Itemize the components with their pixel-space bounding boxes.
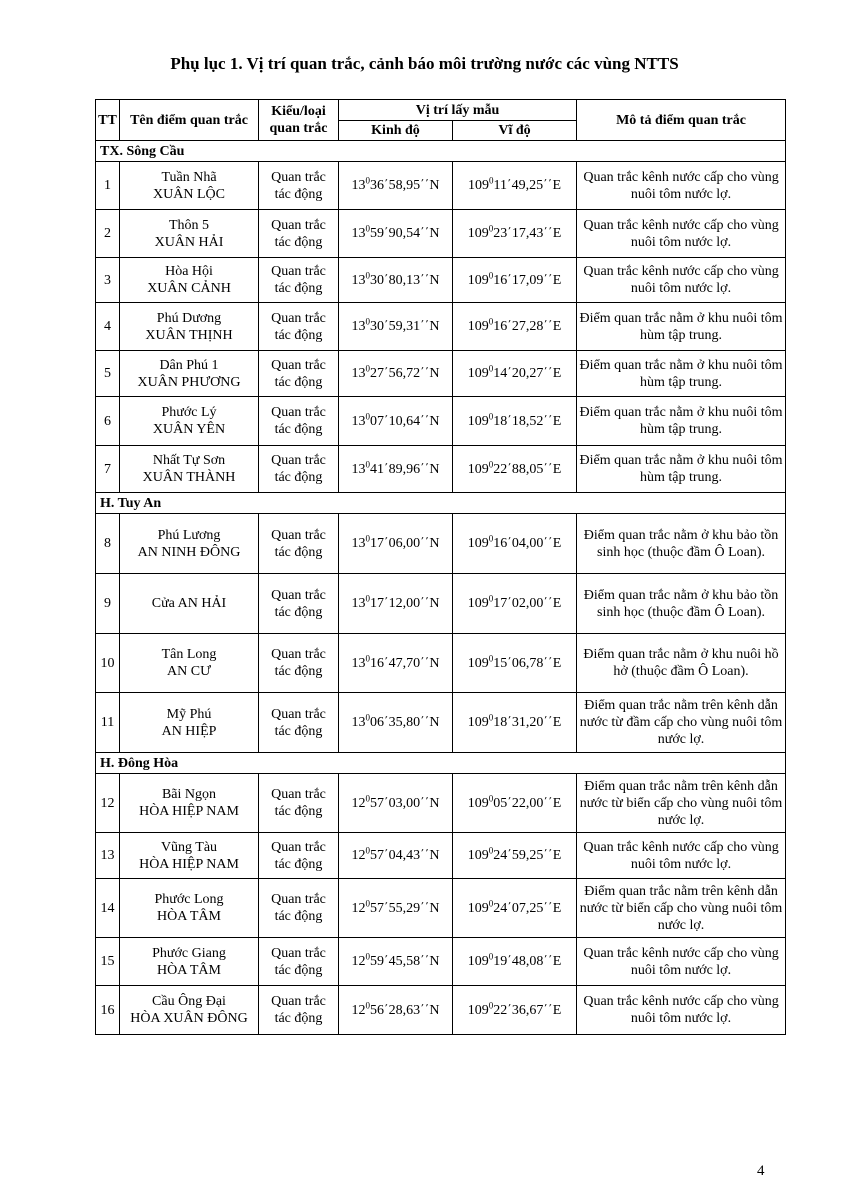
longitude-degrees: 13 bbox=[351, 655, 366, 671]
longitude-degrees: 12 bbox=[351, 848, 366, 863]
longitude-minutes-seconds: 57΄55,29΄΄N bbox=[369, 900, 440, 916]
monitoring-type-line1: Quan trắc bbox=[271, 527, 326, 543]
group-name: H. Tuy An bbox=[96, 493, 786, 514]
longitude-minutes-seconds: 56΄28,63΄΄N bbox=[369, 1002, 440, 1018]
station-name bbox=[120, 397, 259, 446]
table-row bbox=[96, 986, 786, 1035]
row-number-text: 5 bbox=[104, 366, 111, 381]
longitude: $13^016΄47,70΄΄N$ bbox=[339, 634, 453, 693]
monitoring-type bbox=[259, 879, 339, 938]
station-name-line1: Cửa AN HẢI bbox=[151, 596, 227, 611]
station-name-line2: XUÂN THÀNH bbox=[142, 470, 236, 485]
longitude: $12^057΄04,43΄΄N$ bbox=[339, 833, 453, 879]
latitude-degrees: 109 bbox=[467, 319, 489, 334]
row-number-text: 2 bbox=[104, 226, 111, 241]
table-row bbox=[96, 938, 786, 986]
longitude-minutes-seconds: 30΄59,31΄΄N bbox=[369, 319, 440, 334]
station-description bbox=[577, 833, 786, 879]
longitude: $13^006΄35,80΄΄N$ bbox=[339, 693, 453, 753]
latitude-minutes-seconds: 11΄49,25΄΄E bbox=[493, 178, 562, 193]
row-number bbox=[96, 397, 120, 446]
table-row bbox=[96, 574, 786, 634]
group-row bbox=[96, 753, 786, 774]
longitude-degrees: 12 bbox=[351, 795, 366, 811]
monitoring-type bbox=[259, 833, 339, 879]
monitoring-type-line1: Quan trắc bbox=[271, 839, 326, 855]
longitude-minutes-seconds: 17΄12,00΄΄N bbox=[369, 596, 440, 611]
row-number bbox=[96, 514, 120, 574]
latitude-degrees: 109 bbox=[467, 178, 489, 193]
station-name bbox=[120, 833, 259, 879]
row-number-text: 1 bbox=[104, 178, 111, 193]
monitoring-type bbox=[259, 162, 339, 210]
latitude-minutes-seconds: 16΄04,00΄΄E bbox=[493, 536, 562, 551]
longitude-minutes-seconds: 57΄03,00΄΄N bbox=[369, 795, 440, 811]
latitude: $109^024΄59,25΄΄E$ bbox=[453, 833, 577, 879]
monitoring-type bbox=[259, 258, 339, 303]
station-name bbox=[120, 938, 259, 986]
monitoring-type bbox=[259, 986, 339, 1035]
station-name bbox=[120, 351, 259, 397]
monitoring-type bbox=[259, 210, 339, 258]
row-number bbox=[96, 162, 120, 210]
station-description-text: Quan trắc kênh nước cấp cho vùng nuôi tôm nước lợ. bbox=[583, 945, 779, 978]
monitoring-type bbox=[259, 774, 339, 833]
station-description-text: Điểm quan trắc nằm ở khu nuôi tôm hùm tập trung. bbox=[579, 310, 783, 343]
row-number-text: 11 bbox=[100, 715, 115, 730]
station-name bbox=[120, 303, 259, 351]
station-name-line1: Dân Phú 1 bbox=[159, 357, 219, 373]
latitude: $109^017΄02,00΄΄E$ bbox=[453, 574, 577, 634]
row-number bbox=[96, 351, 120, 397]
monitoring-type bbox=[259, 397, 339, 446]
monitoring-type-line1: Quan trắc bbox=[271, 647, 326, 662]
station-description bbox=[577, 303, 786, 351]
longitude-degrees: 13 bbox=[351, 715, 366, 730]
station-name-line1: Phú Dương bbox=[156, 310, 222, 326]
longitude-degrees: 13 bbox=[351, 536, 366, 551]
station-name-line1: Phước Lý bbox=[161, 405, 217, 420]
monitoring-type-line1: Quan trắc bbox=[271, 169, 326, 185]
station-description-text: Quan trắc kênh nước cấp cho vùng nuôi tôm nước lợ. bbox=[583, 994, 779, 1026]
group-row bbox=[96, 141, 786, 162]
station-name-line1: Mỹ Phú bbox=[166, 706, 212, 722]
table-row bbox=[96, 446, 786, 493]
station-name-line1: Tân Long bbox=[161, 647, 217, 662]
latitude: $109^016΄17,09΄΄E$ bbox=[453, 258, 577, 303]
table-row bbox=[96, 303, 786, 351]
row-number-text: 16 bbox=[100, 1002, 115, 1018]
station-name bbox=[120, 574, 259, 634]
monitoring-type-line2: tác động bbox=[274, 281, 323, 296]
monitoring-table bbox=[95, 99, 786, 1035]
station-description bbox=[577, 774, 786, 833]
longitude-degrees: 12 bbox=[351, 900, 366, 916]
station-name bbox=[120, 693, 259, 753]
monitoring-type-line2: tác động bbox=[274, 186, 323, 202]
monitoring-type-line1: Quan trắc bbox=[271, 892, 326, 907]
station-description bbox=[577, 634, 786, 693]
station-name bbox=[120, 879, 259, 938]
monitoring-type-line1: Quan trắc bbox=[271, 945, 326, 961]
longitude: $13^030΄59,31΄΄N$ bbox=[339, 303, 453, 351]
group-row bbox=[96, 493, 786, 514]
latitude-minutes-seconds: 24΄59,25΄΄E bbox=[493, 848, 562, 863]
station-name bbox=[120, 514, 259, 574]
longitude: $12^056΄28,63΄΄N$ bbox=[339, 986, 453, 1035]
station-description-text: Điểm quan trắc nằm trên kênh dẫn nước từ biển cấp cho vùng nuôi tôm nước lợ. bbox=[579, 883, 783, 933]
longitude-degrees: 13 bbox=[351, 319, 366, 334]
station-description-text: Điểm quan trắc nằm ở khu nuôi tôm hùm tập trung. bbox=[579, 453, 783, 485]
monitoring-type-line2: tác động bbox=[274, 604, 323, 620]
station-name bbox=[120, 634, 259, 693]
station-name-line2: AN NINH ĐÔNG bbox=[137, 544, 241, 560]
monitoring-type-line2: tác động bbox=[274, 422, 323, 437]
latitude-degrees: 109 bbox=[467, 1002, 489, 1018]
latitude-degrees: 109 bbox=[467, 954, 489, 969]
station-name-line2: HÒA XUÂN ĐÔNG bbox=[130, 1011, 248, 1026]
row-number bbox=[96, 986, 120, 1035]
latitude-minutes-seconds: 16΄17,09΄΄E bbox=[493, 272, 562, 288]
table-body bbox=[96, 141, 786, 1035]
longitude-degrees: 13 bbox=[351, 596, 366, 611]
longitude-degrees: 12 bbox=[351, 954, 366, 969]
monitoring-type-line2: tác động bbox=[274, 327, 323, 343]
latitude-degrees: 109 bbox=[467, 655, 489, 671]
table-row bbox=[96, 774, 786, 833]
table-row bbox=[96, 514, 786, 574]
station-description bbox=[577, 210, 786, 258]
station-name-line1: Nhất Tự Sơn bbox=[152, 453, 226, 468]
longitude-minutes-seconds: 06΄35,80΄΄N bbox=[369, 715, 440, 730]
station-description-text: Điểm quan trắc nằm ở khu bảo tồn sinh học (thuộc đầm Ô Loan). bbox=[583, 587, 779, 620]
longitude-degrees: 13 bbox=[351, 413, 366, 429]
station-name-line1: Hòa Hội bbox=[165, 264, 213, 279]
longitude: $13^036΄58,95΄΄N$ bbox=[339, 162, 453, 210]
station-description-text: Điểm quan trắc nằm ở khu bảo tồn sinh học (thuộc đầm Ô Loan). bbox=[583, 527, 779, 560]
station-description-text: Điểm quan trắc nằm ở khu nuôi tôm hùm tập trung. bbox=[579, 357, 783, 390]
latitude: $109^023΄17,43΄΄E$ bbox=[453, 210, 577, 258]
station-description bbox=[577, 514, 786, 574]
row-number bbox=[96, 446, 120, 493]
station-name-line1: Tuần Nhã bbox=[161, 169, 217, 185]
row-number-text: 8 bbox=[104, 536, 111, 551]
header-longitude: Kinh độ bbox=[339, 121, 453, 141]
monitoring-type-line2: tác động bbox=[274, 723, 323, 739]
longitude: $13^030΄80,13΄΄N$ bbox=[339, 258, 453, 303]
monitoring-type-line1: Quan trắc bbox=[271, 310, 326, 326]
station-name-line1: Thôn 5 bbox=[168, 217, 210, 233]
latitude-minutes-seconds: 19΄48,08΄΄E bbox=[493, 954, 562, 969]
longitude-degrees: 13 bbox=[351, 226, 366, 241]
longitude-minutes-seconds: 16΄47,70΄΄N bbox=[369, 655, 440, 671]
station-description bbox=[577, 397, 786, 446]
latitude-minutes-seconds: 23΄17,43΄΄E bbox=[493, 226, 562, 241]
row-number-text: 6 bbox=[104, 413, 111, 429]
station-name-line1: Cầu Ông Đại bbox=[152, 994, 226, 1009]
latitude: $109^022΄88,05΄΄E$ bbox=[453, 446, 577, 493]
row-number bbox=[96, 774, 120, 833]
longitude-degrees: 13 bbox=[351, 366, 366, 381]
header-position: Vị trí lấy mẫu bbox=[339, 100, 577, 121]
station-name-line2: XUÂN PHƯƠNG bbox=[137, 374, 241, 390]
group-name: H. Đông Hòa bbox=[96, 753, 786, 774]
longitude: $13^017΄12,00΄΄N$ bbox=[339, 574, 453, 634]
monitoring-type bbox=[259, 693, 339, 753]
station-name bbox=[120, 774, 259, 833]
latitude: $109^016΄27,28΄΄E$ bbox=[453, 303, 577, 351]
monitoring-type-line1: Quan trắc bbox=[271, 405, 326, 420]
station-name-line1: Bãi Ngọn bbox=[161, 787, 217, 802]
row-number bbox=[96, 938, 120, 986]
latitude-degrees: 109 bbox=[467, 596, 489, 611]
monitoring-type-line1: Quan trắc bbox=[271, 787, 326, 802]
monitoring-type-line1: Quan trắc bbox=[271, 357, 326, 373]
station-name bbox=[120, 986, 259, 1035]
station-description-text: Quan trắc kênh nước cấp cho vùng nuôi tôm nước lợ. bbox=[583, 169, 779, 202]
longitude-minutes-seconds: 30΄80,13΄΄N bbox=[369, 272, 440, 288]
table-row bbox=[96, 210, 786, 258]
latitude-minutes-seconds: 17΄02,00΄΄E bbox=[493, 596, 562, 611]
table-row bbox=[96, 258, 786, 303]
row-number bbox=[96, 693, 120, 753]
monitoring-type-line2: tác động bbox=[274, 470, 323, 485]
latitude: $109^024΄07,25΄΄E$ bbox=[453, 879, 577, 938]
latitude-degrees: 109 bbox=[467, 272, 489, 288]
monitoring-type-line2: tác động bbox=[274, 544, 323, 560]
station-name-line2: HÒA HIỆP NAM bbox=[139, 804, 239, 819]
station-name-line2: XUÂN THỊNH bbox=[145, 327, 233, 343]
latitude: $109^022΄36,67΄΄E$ bbox=[453, 986, 577, 1035]
station-name-line2: XUÂN YÊN bbox=[152, 422, 226, 437]
latitude: $109^014΄20,27΄΄E$ bbox=[453, 351, 577, 397]
latitude: $109^015΄06,78΄΄E$ bbox=[453, 634, 577, 693]
latitude: $109^019΄48,08΄΄E$ bbox=[453, 938, 577, 986]
row-number-text: 9 bbox=[104, 596, 111, 611]
monitoring-type-line2: tác động bbox=[274, 1011, 323, 1026]
row-number-text: 14 bbox=[100, 900, 115, 916]
table-row bbox=[96, 879, 786, 938]
longitude-degrees: 13 bbox=[351, 178, 366, 193]
monitoring-type-line1: Quan trắc bbox=[271, 264, 326, 279]
monitoring-type bbox=[259, 446, 339, 493]
latitude-degrees: 109 bbox=[467, 900, 489, 916]
station-description-text: Điểm quan trắc nằm trên kênh dẫn nước từ đầm cấp cho vùng nuôi tôm nước lợ. bbox=[579, 698, 783, 747]
monitoring-type bbox=[259, 574, 339, 634]
monitoring-type bbox=[259, 938, 339, 986]
station-description bbox=[577, 446, 786, 493]
latitude-degrees: 109 bbox=[467, 795, 489, 811]
station-description bbox=[577, 938, 786, 986]
station-description bbox=[577, 986, 786, 1035]
monitoring-type-line1: Quan trắc bbox=[271, 217, 326, 233]
station-description bbox=[577, 162, 786, 210]
table-row bbox=[96, 693, 786, 753]
station-description bbox=[577, 574, 786, 634]
row-number bbox=[96, 303, 120, 351]
station-description-text: Quan trắc kênh nước cấp cho vùng nuôi tôm nước lợ. bbox=[583, 839, 779, 872]
latitude-minutes-seconds: 14΄20,27΄΄E bbox=[493, 366, 562, 381]
station-name-line2: AN HIỆP bbox=[161, 723, 217, 739]
longitude: $13^007΄10,64΄΄N$ bbox=[339, 397, 453, 446]
station-name bbox=[120, 446, 259, 493]
longitude-minutes-seconds: 41΄89,96΄΄N bbox=[369, 461, 440, 477]
row-number-text: 12 bbox=[100, 795, 115, 811]
longitude-minutes-seconds: 59΄90,54΄΄N bbox=[369, 226, 440, 241]
monitoring-type-line2: tác động bbox=[274, 374, 323, 390]
monitoring-type bbox=[259, 634, 339, 693]
latitude-degrees: 109 bbox=[467, 848, 489, 863]
row-number bbox=[96, 833, 120, 879]
latitude-minutes-seconds: 16΄27,28΄΄E bbox=[493, 319, 562, 334]
latitude: $109^005΄22,00΄΄E$ bbox=[453, 774, 577, 833]
latitude-degrees: 109 bbox=[467, 536, 489, 551]
row-number bbox=[96, 634, 120, 693]
station-name-line2: HÒA HIỆP NAM bbox=[139, 856, 239, 872]
station-description bbox=[577, 258, 786, 303]
header-latitude: Vĩ độ bbox=[453, 121, 577, 141]
monitoring-type-line1: Quan trắc bbox=[271, 453, 326, 468]
station-name-line1: Phước Giang bbox=[152, 945, 226, 961]
longitude-minutes-seconds: 36΄58,95΄΄N bbox=[369, 178, 440, 193]
header-tt: TT bbox=[96, 100, 120, 141]
table-row bbox=[96, 162, 786, 210]
row-number-text: 10 bbox=[100, 655, 115, 671]
row-number bbox=[96, 210, 120, 258]
monitoring-type-line2: tác động bbox=[274, 804, 323, 819]
station-name-line2: XUÂN HẢI bbox=[154, 234, 224, 250]
row-number-text: 3 bbox=[104, 272, 111, 288]
station-name-line1: Phú Lương bbox=[157, 527, 221, 543]
longitude-degrees: 13 bbox=[351, 272, 366, 288]
latitude-minutes-seconds: 18΄31,20΄΄E bbox=[493, 715, 562, 730]
table-row bbox=[96, 351, 786, 397]
monitoring-type-line2: tác động bbox=[274, 962, 323, 978]
station-description-text: Điểm quan trắc nằm ở khu nuôi tôm hùm tập trung. bbox=[579, 405, 783, 437]
latitude: $109^016΄04,00΄΄E$ bbox=[453, 514, 577, 574]
station-name-line2: AN CƯ bbox=[167, 664, 211, 679]
station-name-line2: HÒA TÂM bbox=[157, 962, 221, 978]
monitoring-type bbox=[259, 514, 339, 574]
monitoring-type-line2: tác động bbox=[274, 856, 323, 872]
longitude-degrees: 13 bbox=[351, 461, 366, 477]
longitude: $13^017΄06,00΄΄N$ bbox=[339, 514, 453, 574]
monitoring-type-line1: Quan trắc bbox=[271, 994, 326, 1009]
monitoring-type bbox=[259, 351, 339, 397]
latitude-degrees: 109 bbox=[467, 461, 489, 477]
station-description-text: Quan trắc kênh nước cấp cho vùng nuôi tôm nước lợ. bbox=[583, 217, 779, 250]
monitoring-type-line2: tác động bbox=[274, 909, 323, 924]
longitude: $13^027΄56,72΄΄N$ bbox=[339, 351, 453, 397]
page-number: 4 bbox=[757, 1163, 765, 1179]
station-name bbox=[120, 258, 259, 303]
latitude-minutes-seconds: 18΄18,52΄΄E bbox=[493, 413, 562, 429]
longitude: $12^057΄03,00΄΄N$ bbox=[339, 774, 453, 833]
latitude-degrees: 109 bbox=[467, 226, 489, 241]
group-name: TX. Sông Cầu bbox=[96, 141, 786, 162]
station-name-line2: XUÂN LỘC bbox=[153, 186, 225, 202]
station-name-line2: HÒA TÂM bbox=[157, 909, 221, 924]
longitude-minutes-seconds: 57΄04,43΄΄N bbox=[369, 848, 440, 863]
station-description bbox=[577, 879, 786, 938]
station-description-text: Điểm quan trắc nằm ở khu nuôi hồ hở (thuộc đầm Ô Loan). bbox=[583, 647, 779, 679]
monitoring-type-line1: Quan trắc bbox=[271, 587, 326, 603]
latitude: $109^018΄31,20΄΄E$ bbox=[453, 693, 577, 753]
header-description: Mô tả điểm quan trắc bbox=[577, 100, 786, 141]
latitude-degrees: 109 bbox=[467, 413, 489, 429]
longitude-minutes-seconds: 17΄06,00΄΄N bbox=[369, 536, 440, 551]
latitude: $109^011΄49,25΄΄E$ bbox=[453, 162, 577, 210]
monitoring-type-line2: tác động bbox=[274, 234, 323, 250]
monitoring-type-line2: tác động bbox=[274, 664, 323, 679]
longitude-minutes-seconds: 07΄10,64΄΄N bbox=[369, 413, 440, 429]
row-number-text: 7 bbox=[104, 461, 111, 477]
station-description bbox=[577, 351, 786, 397]
longitude-minutes-seconds: 59΄45,58΄΄N bbox=[369, 954, 440, 969]
row-number-text: 15 bbox=[100, 954, 115, 969]
station-name-line2: XUÂN CẢNH bbox=[147, 281, 231, 296]
row-number bbox=[96, 258, 120, 303]
latitude-minutes-seconds: 22΄36,67΄΄E bbox=[493, 1002, 562, 1018]
latitude-degrees: 109 bbox=[467, 366, 489, 381]
station-description bbox=[577, 693, 786, 753]
longitude: $13^041΄89,96΄΄N$ bbox=[339, 446, 453, 493]
station-name-line1: Phước Long bbox=[154, 892, 224, 907]
table-row bbox=[96, 634, 786, 693]
latitude-minutes-seconds: 15΄06,78΄΄E bbox=[493, 655, 562, 671]
table-row bbox=[96, 833, 786, 879]
station-description-text: Điểm quan trắc nằm trên kênh dẫn nước từ biển cấp cho vùng nuôi tôm nước lợ. bbox=[579, 778, 783, 828]
longitude-degrees: 12 bbox=[351, 1002, 366, 1018]
monitoring-type-line1: Quan trắc bbox=[271, 706, 326, 722]
station-name bbox=[120, 210, 259, 258]
header-type: Kiểu/loại quan trắc bbox=[259, 100, 339, 141]
table-row bbox=[96, 397, 786, 446]
latitude-minutes-seconds: 22΄88,05΄΄E bbox=[493, 461, 562, 477]
monitoring-type bbox=[259, 303, 339, 351]
longitude: $13^059΄90,54΄΄N$ bbox=[339, 210, 453, 258]
page-title: Phụ lục 1. Vị trí quan trắc, cảnh báo môi trường nước các vùng NTTS bbox=[170, 54, 679, 73]
station-description-text: Quan trắc kênh nước cấp cho vùng nuôi tôm nước lợ. bbox=[583, 264, 779, 296]
latitude-minutes-seconds: 24΄07,25΄΄E bbox=[493, 900, 562, 916]
row-number bbox=[96, 574, 120, 634]
latitude: $109^018΄18,52΄΄E$ bbox=[453, 397, 577, 446]
latitude-minutes-seconds: 05΄22,00΄΄E bbox=[493, 795, 562, 811]
station-name bbox=[120, 162, 259, 210]
row-number bbox=[96, 879, 120, 938]
header-station: Tên điểm quan trắc bbox=[120, 100, 259, 141]
longitude: $12^059΄45,58΄΄N$ bbox=[339, 938, 453, 986]
station-name-line1: Vũng Tàu bbox=[160, 839, 218, 855]
longitude-minutes-seconds: 27΄56,72΄΄N bbox=[369, 366, 440, 381]
row-number-text: 4 bbox=[104, 319, 111, 334]
longitude: $12^057΄55,29΄΄N$ bbox=[339, 879, 453, 938]
latitude-degrees: 109 bbox=[467, 715, 489, 730]
row-number-text: 13 bbox=[100, 848, 115, 863]
